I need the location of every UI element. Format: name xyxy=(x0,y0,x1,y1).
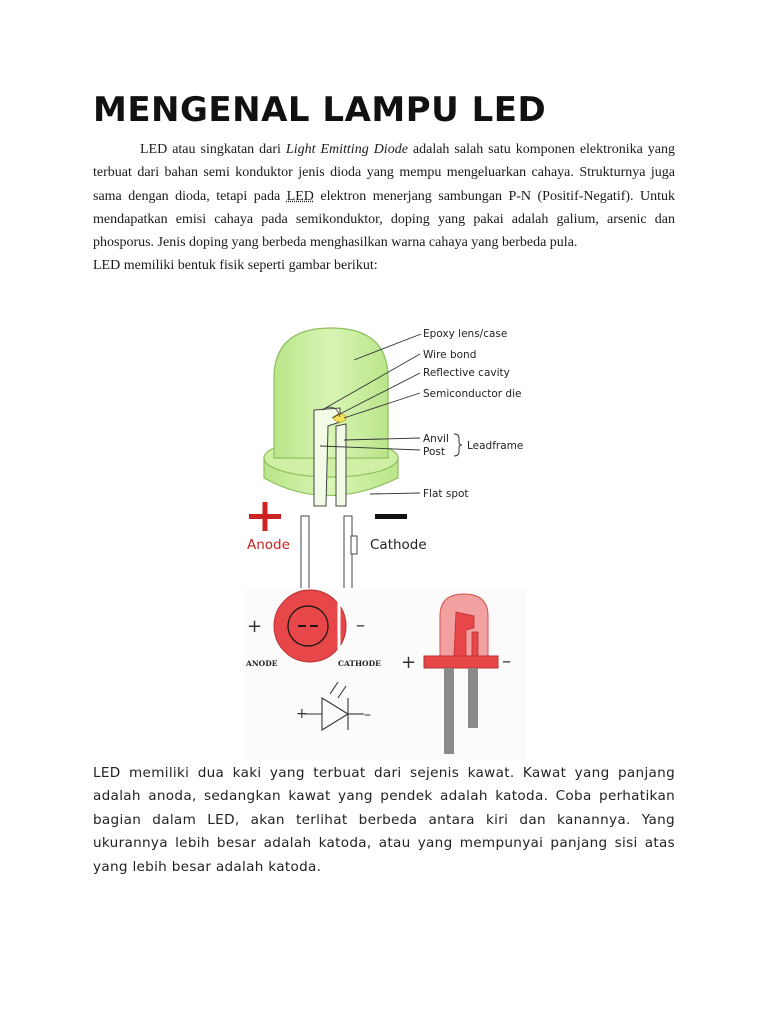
page-title: MENGENAL LAMPU LED xyxy=(93,90,547,130)
intro-text-4: LED memiliki bentuk fisik seperti gambar berikut: xyxy=(93,258,378,274)
intro-paragraph xyxy=(93,138,675,278)
plus-icon: + xyxy=(401,652,417,673)
label-reflective-cavity: Reflective cavity xyxy=(423,367,510,379)
plus-icon-v xyxy=(263,502,268,531)
label-epoxy-lens: Epoxy lens/case xyxy=(423,328,508,340)
led-link[interactable]: LED xyxy=(286,188,314,204)
leadframe-brace xyxy=(454,434,462,456)
led-side-leg-short xyxy=(468,668,478,728)
led-anatomy-diagram xyxy=(240,318,540,590)
intro-text-2: adalah salah satu komponen elektronika yang terbuat dari bahan semi konduktor jenis dioda yang mempu mengeluarkan cahaya. Strukturnya juga sama dengan dioda, tetapi pada xyxy=(93,142,675,204)
intro-text-1: LED atau singkatan dari xyxy=(140,142,286,157)
label-flat-spot: Flat spot xyxy=(423,488,469,500)
label-leadframe: Leadframe xyxy=(467,440,524,452)
anode-label: Anode xyxy=(247,537,290,553)
plus-icon: + xyxy=(296,706,308,722)
plus-icon: + xyxy=(247,616,263,637)
epoxy-lens xyxy=(274,328,388,458)
led-top-inner xyxy=(288,606,328,646)
label-post: Post xyxy=(423,446,445,458)
anode-small-label: ANODE xyxy=(246,659,278,668)
intro-text-3: elektron menerjang sambungan P-N (Positif-Negatif). Untuk mendapatkan emisi cahaya pada semikonduktor, doping yang pakai adalah galium, arsenic dan phosporus. Jenis doping yang berbeda menghasilkan warna cahaya yang berbeda pula. xyxy=(93,188,676,251)
led-side-leg-long xyxy=(444,668,454,754)
label-anvil: Anvil xyxy=(423,433,449,445)
anode-leg xyxy=(301,516,309,590)
minus-icon: – xyxy=(364,707,371,723)
label-wire-bond: Wire bond xyxy=(423,349,477,361)
minus-icon: – xyxy=(356,615,365,636)
led-side-anode-post xyxy=(472,632,478,656)
led-side-rim xyxy=(424,656,498,668)
minus-icon: – xyxy=(502,651,511,672)
label-semiconductor-die: Semiconductor die xyxy=(423,388,522,400)
post xyxy=(336,424,346,506)
cathode-leg-kink xyxy=(351,536,357,554)
cathode-label: Cathode xyxy=(370,537,427,553)
minus-icon xyxy=(375,514,407,519)
body-paragraph: LED memiliki dua kaki yang terbuat dari sejenis kawat. Kawat yang panjang adalah anoda, sedangkan kawat yang pendek adalah katoda. Coba perhatikan bagian dalam LED, akan terlihat berbeda antara kiri dan kanannya. Yang ukurannya lebih besar adalah katoda, atau yang mempunyai panjang sisi atas yang lebih besar adalah katoda. xyxy=(93,765,675,875)
led-symbol-diagrams xyxy=(244,588,526,760)
cathode-small-label: CATHODE xyxy=(338,659,381,668)
intro-term: Light Emitting Diode xyxy=(285,142,408,157)
